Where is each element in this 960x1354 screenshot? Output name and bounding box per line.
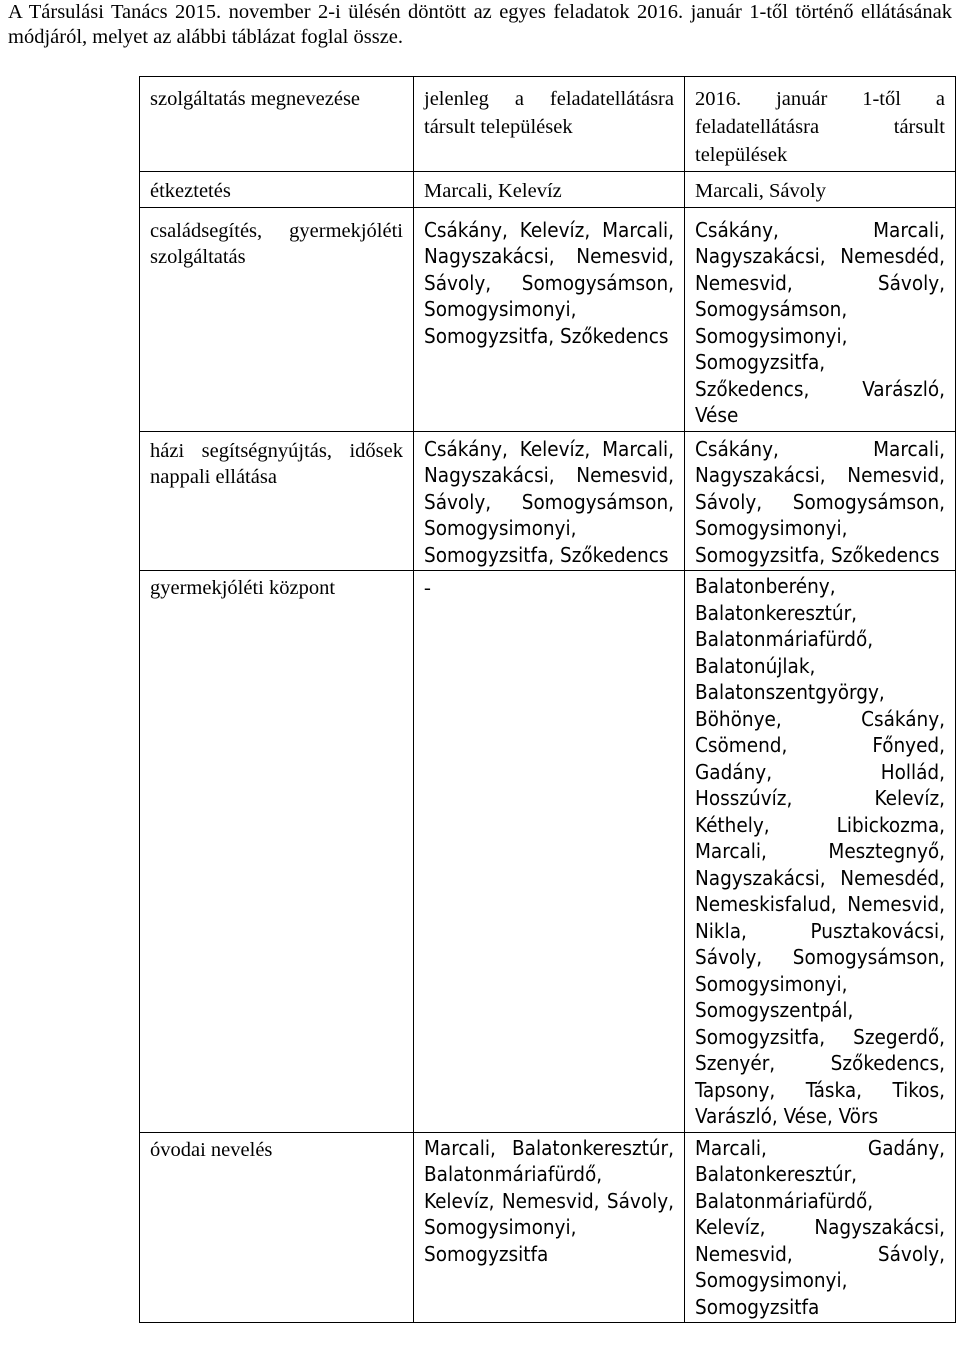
row-csaladsegites-current: Csákány, Kelevíz, Marcali, Nagyszakácsi, Nemesvid, Sávoly, Somogysámson, Somogysimonyi, Somogyzsitfa, Szőkedencs [414,207,685,431]
table-row [140,207,956,431]
row-etkeztetes-from2016: Marcali, Sávoly [685,172,956,208]
row-csaladsegites-from2016: Csákány, Marcali, Nagyszakácsi, Nemesdéd, Nemesvid, Sávoly, Somogysámson, Somogysimonyi, Somogyzsitfa, Szőkedencs, Varászló, Vése [685,207,956,431]
row-csaladsegites-service: családsegítés, gyermekjóléti szolgáltatás [140,207,414,431]
intro-paragraph: A Társulási Tanács 2015. november 2-i ülésén döntött az egyes feladatok 2016. január 1-től történő ellátásának módjáról, melyet az alábbi táblázat foglal össze. [8,1,952,48]
row-gyermekjoleti-from2016: Balatonberény, Balatonkeresztúr, Balatonmáriafürdő, Balatonújlak, Balatonszentgyörgy, Böhönye, Csákány, Csömend, Főnyed, Gadány, Hollád, Hosszúvíz, Kelevíz, Kéthely, Libickozma, Marcali, Mesztegnyő, Nagyszakácsi, Nemesdéd, Nemeskisfalud, Nemesvid, Nikla, Pusztakovácsi, Sávoly, Somogysámson, Somogysimonyi, Somogyszentpál, Somogyzsitfa, Szegerdő, Szenyér, Szőkedencs, Tapsony, Táska, Tikos, Varászló, Vése, Vörs [685,571,956,1133]
table-row [140,571,956,1133]
row-hazi-service: házi segítségnyújtás, idősek nappali ellátása [140,431,414,571]
row-gyermekjoleti-current: - [414,571,685,1133]
row-ovodai-current: Marcali, Balatonkeresztúr, Balatonmáriafürdő, Kelevíz, Nemesvid, Sávoly, Somogysimonyi, Somogyzsitfa [414,1132,685,1323]
header-current: jelenleg a feladatellátásra társult települések [414,77,685,172]
row-hazi-from2016: Csákány, Marcali, Nagyszakácsi, Nemesvid, Sávoly, Somogysámson, Somogysimonyi, Somogyzsitfa, Szőkedencs [685,431,956,571]
table-header-row [140,77,956,172]
row-etkeztetes-service: étkeztetés [140,172,414,208]
row-ovodai-from2016: Marcali, Gadány, Balatonkeresztúr, Balatonmáriafürdő, Kelevíz, Nagyszakácsi, Nemesvid, Sávoly, Somogysimonyi, Somogyzsitfa [685,1132,956,1323]
row-gyermekjoleti-service: gyermekjóléti központ [140,571,414,1133]
header-service: szolgáltatás megnevezése [140,77,414,172]
table-row [140,1132,956,1323]
table-row [140,431,956,571]
header-from2016: 2016. január 1-től a feladatellátásra társult települések [685,77,956,172]
services-table [139,76,956,1323]
row-hazi-current: Csákány, Kelevíz, Marcali, Nagyszakácsi, Nemesvid, Sávoly, Somogysámson, Somogysimonyi, Somogyzsitfa, Szőkedencs [414,431,685,571]
table-row [140,172,956,208]
row-etkeztetes-current: Marcali, Kelevíz [414,172,685,208]
row-ovodai-service: óvodai nevelés [140,1132,414,1323]
